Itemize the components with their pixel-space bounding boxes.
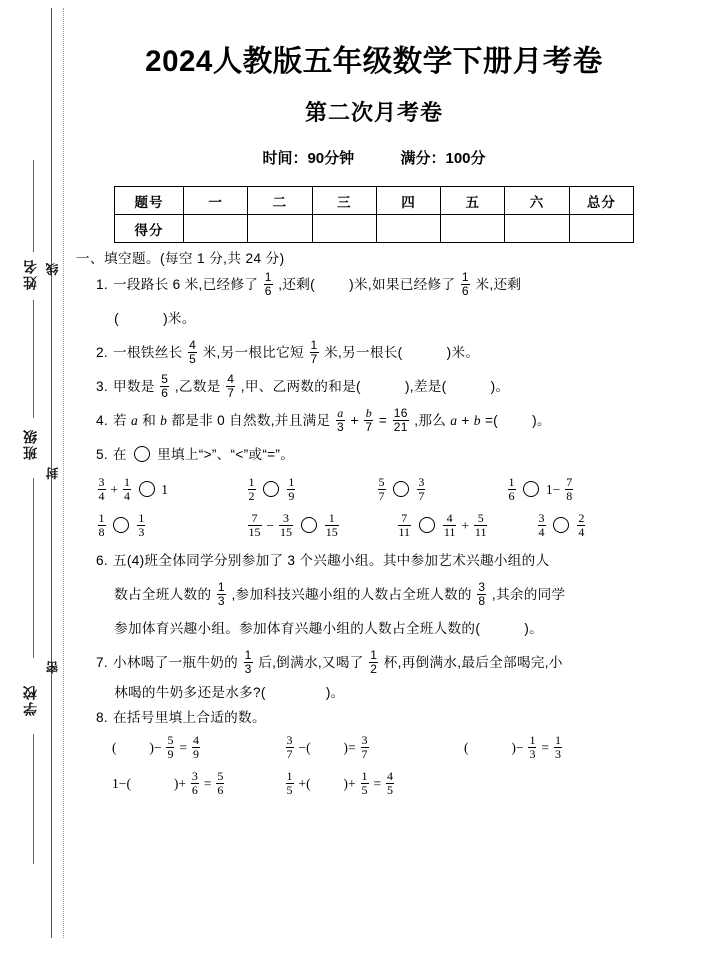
question-4-fraction-16-over-21 [393, 407, 409, 433]
q8-eq-3 [464, 730, 563, 766]
q5-1-operator: + [110, 481, 119, 497]
score-table-col-3: 三 [312, 187, 376, 215]
field-label-school: 学校 [22, 684, 38, 716]
q5-item-4 [506, 472, 575, 508]
denominator: 6 [161, 385, 169, 400]
question-7-line2-a: 林喝的牛奶多还是水多?( [114, 684, 266, 700]
question-4-text-e: =( [484, 412, 499, 428]
name-field-rule-lower [33, 300, 34, 418]
q5-1-frac-left [98, 476, 106, 502]
q5-item-6 [246, 508, 396, 544]
numerator: 1 [508, 475, 515, 490]
question-8-number: 8. [96, 709, 108, 725]
exam-meta [74, 127, 674, 168]
question-2-text-b: 米,另一根比它短 [202, 344, 304, 360]
question-4-var-a: a [131, 412, 139, 428]
question-7-line1-c: 杯,再倒满水,最后全部喝完,小 [383, 654, 563, 670]
score-table-col-5: 五 [441, 187, 505, 215]
question-6-line1: 五(4)班全体同学分别参加了 3 个兴趣小组。其中参加艺术兴趣小组的人 [113, 552, 550, 568]
score-cell-2[interactable] [248, 215, 312, 243]
question-2-number: 2. [96, 344, 108, 360]
question-7-line1-a: 小林喝了一瓶牛奶的 [113, 654, 239, 670]
q8-2-mid: )= [343, 739, 356, 755]
q8-3-frac-1 [528, 734, 536, 760]
q8-5-frac-0 [286, 770, 294, 796]
table-row-score [115, 215, 634, 243]
denominator: 5 [361, 782, 368, 797]
question-6-line3-a: 参加体育兴趣小组。参加体育兴趣小组的人数占全班人数的( [114, 620, 481, 636]
seal-line-dotted [63, 8, 64, 938]
q8-5-mid: )+ [343, 775, 356, 791]
numerator: 1 [361, 769, 368, 784]
denominator: 7 [418, 488, 425, 503]
q8-3-mid: )− [511, 739, 524, 755]
comparison-circle-icon [134, 446, 150, 462]
q5-6-frac-left [248, 512, 262, 538]
denominator: 15 [279, 524, 292, 539]
question-6-line2-c: ,其余的同学 [491, 586, 566, 602]
class-field-rule [33, 478, 34, 658]
q5-8-frac-right [577, 512, 585, 538]
score-cell-6[interactable] [505, 215, 569, 243]
comparison-circle-icon[interactable] [393, 481, 409, 497]
question-1-text-c: )米,如果已经修了 [349, 276, 456, 292]
numerator: 1 [554, 733, 561, 748]
question-3-number: 3. [96, 378, 108, 394]
question-7-number: 7. [96, 654, 108, 670]
q5-6-frac-left2 [279, 512, 293, 538]
denominator: 4 [578, 524, 585, 539]
numerator: 4 [446, 511, 453, 526]
seal-word-seal: 封 [46, 466, 60, 480]
numerator: 3 [538, 511, 545, 526]
numerator: 5 [477, 511, 484, 526]
q8-4-frac-1 [191, 770, 199, 796]
numerator: b [365, 405, 372, 420]
q8-3-frac-2 [554, 734, 562, 760]
question-1-text-a: 一段路长 6 米,已经修了 [113, 276, 259, 292]
q5-8-frac-left [538, 512, 546, 538]
q5-3-frac-right [417, 476, 425, 502]
question-1-number: 1. [96, 276, 108, 292]
questions-area [74, 252, 674, 802]
score-table-col-4: 四 [376, 187, 440, 215]
q8-5-eq: = [373, 775, 382, 791]
q8-2-frac-2 [361, 734, 369, 760]
question-4 [74, 404, 674, 438]
question-6-line2-b: ,参加科技兴趣小组的人数占全班人数的 [231, 586, 472, 602]
question-2 [74, 336, 674, 370]
question-2-text-d: )米。 [446, 344, 480, 360]
numerator: 1 [529, 733, 536, 748]
numerator: 5 [161, 371, 169, 386]
q5-item-2 [246, 472, 376, 508]
question-5-prompt-a: 在 [113, 446, 127, 462]
q8-4-eq: = [203, 775, 212, 791]
numerator: 7 [566, 475, 573, 490]
numerator: 4 [387, 769, 394, 784]
question-3-text-b: ,乙数是 [174, 378, 221, 394]
numerator: 7 [401, 511, 408, 526]
score-table-col-2: 二 [248, 187, 312, 215]
denominator: 5 [387, 782, 394, 797]
question-4-text-d: ,那么 [414, 412, 447, 428]
denominator: 3 [244, 661, 252, 676]
question-4-text-b: 和 [142, 412, 157, 428]
question-4-text-c: 都是非 0 自然数,并且满足 [171, 412, 331, 428]
q5-item-7 [396, 508, 536, 544]
q5-item-8 [536, 508, 587, 544]
question-6-line3-b: )。 [524, 620, 544, 636]
q5-7-operator: + [461, 517, 470, 533]
question-4-plus-1: + [350, 412, 359, 428]
denominator: 7 [227, 385, 235, 400]
q5-1-right-text: 1 [161, 481, 169, 497]
question-3-fraction-1 [160, 373, 169, 399]
denominator: 6 [508, 488, 515, 503]
question-3-text-d: ),差是( [404, 378, 447, 394]
score-cell-1[interactable] [184, 215, 248, 243]
numerator: 5 [167, 733, 174, 748]
q5-item-1 [96, 472, 246, 508]
q5-4-right-text: 1− [545, 481, 561, 497]
comparison-circle-icon[interactable] [301, 517, 317, 533]
denominator: 2 [370, 661, 378, 676]
denominator: 3 [554, 746, 561, 761]
denominator: 6 [461, 283, 469, 298]
score-cell-4[interactable] [376, 215, 440, 243]
page-title: 2024人教版五年级数学下册月考卷 [145, 45, 603, 78]
question-1-fraction-2 [461, 271, 470, 297]
denominator: 7 [310, 351, 318, 366]
name-field-rule [33, 160, 34, 252]
denominator: 4 [123, 488, 130, 503]
numerator: 1 [461, 269, 469, 284]
page-subtitle: 第二次月考卷 [304, 100, 443, 125]
q8-eq-2 [284, 730, 464, 766]
question-5-row-2 [74, 508, 674, 544]
q8-1-frac-1 [166, 734, 174, 760]
question-3 [74, 370, 674, 404]
question-8-row-1 [74, 730, 674, 766]
numerator: 3 [478, 579, 486, 594]
q5-2-frac-right [287, 476, 295, 502]
q8-1-eq: = [179, 739, 188, 755]
numerator: 1 [264, 269, 272, 284]
denominator: 6 [264, 283, 272, 298]
denominator: 11 [474, 524, 487, 539]
score-cell-3[interactable] [312, 215, 376, 243]
denominator: 2 [248, 488, 255, 503]
q5-5-frac-left [98, 512, 106, 538]
question-4-number: 4. [96, 412, 108, 428]
q8-4-lead: 1−( [112, 775, 131, 791]
question-3-text-a: 甲数是 [113, 378, 155, 394]
numerator: 16 [393, 405, 408, 420]
field-label-name: 姓名 [22, 258, 38, 290]
q5-6-frac-right [325, 512, 339, 538]
question-4-plus-2: + [461, 412, 470, 428]
denominator: 4 [538, 524, 545, 539]
question-2-text-a: 一根铁丝长 [113, 344, 183, 360]
numerator: 2 [578, 511, 585, 526]
q8-eq-5 [284, 766, 396, 802]
question-1-line2-a: ( [114, 310, 119, 326]
denominator: 8 [98, 524, 105, 539]
numerator: 4 [227, 371, 235, 386]
question-5-number: 5. [96, 446, 108, 462]
numerator: 3 [418, 475, 425, 490]
q5-4-frac-left [508, 476, 516, 502]
comparison-circle-icon[interactable] [263, 481, 279, 497]
score-table-row-label-question: 题号 [115, 187, 184, 215]
table-row-question-no [115, 187, 634, 215]
page-content [74, 0, 674, 956]
denominator: 5 [189, 351, 197, 366]
question-2-fraction-1 [188, 339, 197, 365]
question-6-fraction-2 [477, 581, 486, 607]
numerator: 1 [310, 337, 318, 352]
q5-6-operator: − [266, 517, 275, 533]
question-5-row-1 [74, 472, 674, 508]
question-4-var-b2: b [473, 412, 481, 428]
q5-5-frac-right [137, 512, 145, 538]
q8-5-frac-1 [361, 770, 369, 796]
numerator: 1 [98, 511, 105, 526]
question-3-fraction-2 [226, 373, 235, 399]
question-7-line1-b: 后,倒满水,又喝了 [258, 654, 364, 670]
q5-item-3 [376, 472, 506, 508]
numerator: 1 [328, 511, 335, 526]
seal-word-secret: 密 [46, 660, 60, 674]
question-4-text-f: )。 [532, 412, 551, 428]
score-cell-5[interactable] [441, 215, 505, 243]
question-4-fraction-b-over-7 [364, 407, 373, 433]
numerator: 1 [248, 475, 255, 490]
denominator: 9 [167, 746, 174, 761]
question-2-text-c: 米,另一根长( [324, 344, 403, 360]
q8-1-pre: ( [112, 739, 117, 755]
question-8 [74, 706, 674, 730]
q8-2-pre: −( [298, 739, 311, 755]
field-label-class: 班级 [22, 428, 38, 460]
denominator: 3 [336, 419, 344, 434]
score-table-col-1: 一 [184, 187, 248, 215]
numerator: 1 [138, 511, 145, 526]
numerator: 3 [191, 769, 198, 784]
comparison-circle-icon[interactable] [139, 481, 155, 497]
q5-7-frac-left [398, 512, 412, 538]
question-7-line2-b: )。 [325, 684, 345, 700]
q5-1-frac-left2 [123, 476, 131, 502]
question-8-row-2 [74, 766, 674, 802]
numerator: 5 [217, 769, 224, 784]
denominator: 21 [393, 419, 408, 434]
school-field-rule [33, 734, 34, 864]
question-6 [74, 544, 674, 646]
comparison-circle-icon[interactable] [553, 517, 569, 533]
q5-7-frac-right [443, 512, 457, 538]
comparison-circle-icon[interactable] [419, 517, 435, 533]
question-6-fraction-1 [217, 581, 226, 607]
question-2-fraction-2 [310, 339, 319, 365]
question-3-text-e: )。 [490, 378, 510, 394]
denominator: 11 [443, 524, 456, 539]
denominator: 7 [378, 488, 385, 503]
q8-4-frac-2 [216, 770, 224, 796]
q5-7-frac-right2 [474, 512, 488, 538]
seal-margin [0, 0, 70, 956]
question-1-text-b: ,还剩( [278, 276, 315, 292]
denominator: 3 [138, 524, 145, 539]
question-7-fraction-1 [244, 649, 253, 675]
question-6-number: 6. [96, 552, 108, 568]
question-3-text-c: ,甲、乙两数的和是( [240, 378, 361, 394]
q5-item-5 [96, 508, 246, 544]
comparison-circle-icon[interactable] [113, 517, 129, 533]
numerator: 3 [361, 733, 368, 748]
q8-3-eq: = [541, 739, 550, 755]
q5-4-frac-right [565, 476, 573, 502]
question-4-fraction-a-over-3 [336, 407, 345, 433]
numerator: a [337, 405, 344, 420]
q8-5-pre: +( [298, 775, 311, 791]
score-table-row-label-score: 得分 [115, 215, 184, 243]
seal-word-line: 线 [46, 262, 60, 276]
q5-3-frac-left [378, 476, 386, 502]
question-7-fraction-2 [369, 649, 378, 675]
denominator: 3 [217, 593, 225, 608]
numerator: 3 [282, 511, 289, 526]
numerator: 1 [217, 579, 225, 594]
q8-eq-1 [112, 730, 284, 766]
section-heading-fill-in-blank: 一、填空题。(每空 1 分,共 24 分) [76, 251, 285, 266]
q8-3-pre: ( [464, 739, 469, 755]
score-cell-total[interactable] [569, 215, 633, 243]
score-table [114, 186, 634, 243]
exam-time-label: 时间：90分钟 [262, 150, 355, 167]
comparison-circle-icon[interactable] [523, 481, 539, 497]
question-4-equals: = [378, 412, 388, 428]
question-4-var-b: b [160, 412, 168, 428]
q8-1-mid: )− [149, 739, 162, 755]
denominator: 6 [217, 782, 224, 797]
question-1 [74, 268, 674, 336]
numerator: 1 [123, 475, 130, 490]
denominator: 8 [478, 593, 486, 608]
q8-5-frac-2 [386, 770, 394, 796]
numerator: 1 [370, 647, 378, 662]
denominator: 4 [98, 488, 105, 503]
question-5 [74, 438, 674, 472]
denominator: 9 [192, 746, 199, 761]
exam-total-score-label: 满分：100分 [400, 150, 486, 167]
score-table-col-6: 六 [505, 187, 569, 215]
numerator: 7 [251, 511, 258, 526]
denominator: 7 [365, 419, 373, 434]
q8-2-frac-0 [286, 734, 294, 760]
numerator: 1 [244, 647, 252, 662]
q8-4-mid: )+ [173, 775, 187, 791]
denominator: 9 [288, 488, 295, 503]
denominator: 15 [325, 524, 338, 539]
question-8-prompt: 在括号里填上合适的数。 [113, 709, 266, 725]
denominator: 15 [248, 524, 261, 539]
question-1-line2-b: )米。 [163, 310, 196, 326]
denominator: 5 [286, 782, 293, 797]
numerator: 3 [98, 475, 105, 490]
score-table-col-total: 总分 [569, 187, 633, 215]
denominator: 11 [398, 524, 411, 539]
numerator: 4 [189, 337, 197, 352]
numerator: 4 [192, 733, 199, 748]
denominator: 3 [529, 746, 536, 761]
numerator: 3 [286, 733, 293, 748]
denominator: 6 [191, 782, 198, 797]
numerator: 1 [286, 769, 293, 784]
question-6-line2-a: 数占全班人数的 [114, 586, 212, 602]
q8-1-frac-2 [192, 734, 200, 760]
question-1-text-d: 米,还剩 [475, 276, 522, 292]
question-1-fraction-1 [264, 271, 273, 297]
denominator: 7 [286, 746, 293, 761]
denominator: 8 [566, 488, 573, 503]
denominator: 7 [361, 746, 368, 761]
numerator: 5 [378, 475, 385, 490]
question-5-prompt-b: 里填上“>”、“<”或“=”。 [157, 446, 295, 462]
question-4-var-a2: a [450, 412, 458, 428]
question-7 [74, 646, 674, 706]
q8-eq-4 [112, 766, 284, 802]
question-4-text-a: 若 [113, 412, 127, 428]
q5-2-frac-left [248, 476, 256, 502]
numerator: 1 [288, 475, 295, 490]
